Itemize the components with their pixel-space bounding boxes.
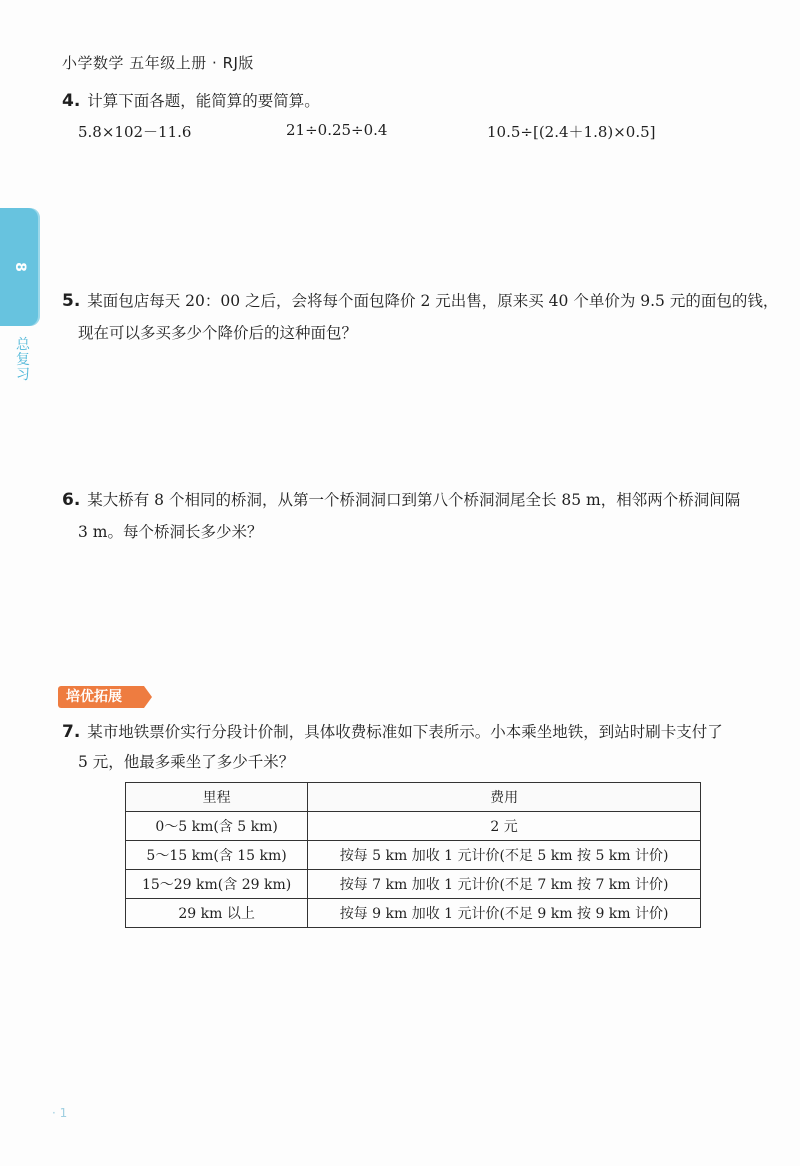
question-number: 5. (62, 291, 81, 311)
expression-1: 5.8×102－11.6 (78, 123, 192, 141)
page-header: 小学数学 五年级上册 · RJ版 (62, 54, 254, 72)
question-text: 计算下面各题，能简算的要简算。 (87, 92, 320, 110)
question-text: 某大桥有 8 个相同的桥洞，从第一个桥洞洞口到第八个桥洞洞尾全长 85 m，相邻两个桥洞间隔 (87, 491, 741, 509)
fare-table (125, 782, 701, 928)
distance-cell: 0～5 km(含 5 km) (126, 812, 308, 841)
chapter-side-tab (0, 208, 40, 326)
table-row (126, 870, 701, 899)
question-4-prompt (62, 90, 320, 112)
question-5-line-2: 现在可以多买多少个降价后的这种面包？ (78, 324, 358, 342)
table-row (126, 812, 701, 841)
table-header-row (126, 783, 701, 812)
section-tag-enrichment: 培优拓展 (58, 686, 144, 708)
table-row (126, 841, 701, 870)
chapter-number: 8 (12, 262, 28, 272)
question-6-line-1 (62, 489, 740, 511)
question-text: 某市地铁票价实行分段计价制，具体收费标准如下表所示。小本乘坐地铁，到站时刷卡支付了 (87, 723, 723, 741)
distance-cell: 29 km 以上 (126, 899, 308, 928)
table-row (126, 899, 701, 928)
fare-cell: 2 元 (308, 812, 701, 841)
question-5-line-1 (62, 290, 778, 312)
expression-2: 21÷0.25÷0.4 (286, 121, 388, 139)
header-fare: 费用 (308, 783, 701, 812)
question-number: 7. (62, 722, 81, 742)
question-6-line-2: 3 m。每个桥洞长多少米？ (78, 523, 263, 541)
page-number-mark: · 1 (52, 1106, 68, 1120)
question-number: 6. (62, 490, 81, 510)
chapter-label: 总复习 (16, 337, 30, 383)
distance-cell: 15～29 km(含 29 km) (126, 870, 308, 899)
question-7-line-2: 5 元，他最多乘坐了多少千米？ (78, 753, 295, 771)
question-number: 4. (62, 91, 81, 111)
question-text: 某面包店每天 20：00 之后，会将每个面包降价 2 元出售，原来买 40 个单价为 9.5 元的面包的钱， (87, 292, 779, 310)
question-7-line-1 (62, 721, 723, 743)
fare-cell: 按每 7 km 加收 1 元计价(不足 7 km 按 7 km 计价) (308, 870, 701, 899)
expression-3: 10.5÷[(2.4＋1.8)×0.5] (487, 123, 656, 141)
distance-cell: 5～15 km(含 15 km) (126, 841, 308, 870)
fare-cell: 按每 9 km 加收 1 元计价(不足 9 km 按 9 km 计价) (308, 899, 701, 928)
header-distance: 里程 (126, 783, 308, 812)
fare-cell: 按每 5 km 加收 1 元计价(不足 5 km 按 5 km 计价) (308, 841, 701, 870)
